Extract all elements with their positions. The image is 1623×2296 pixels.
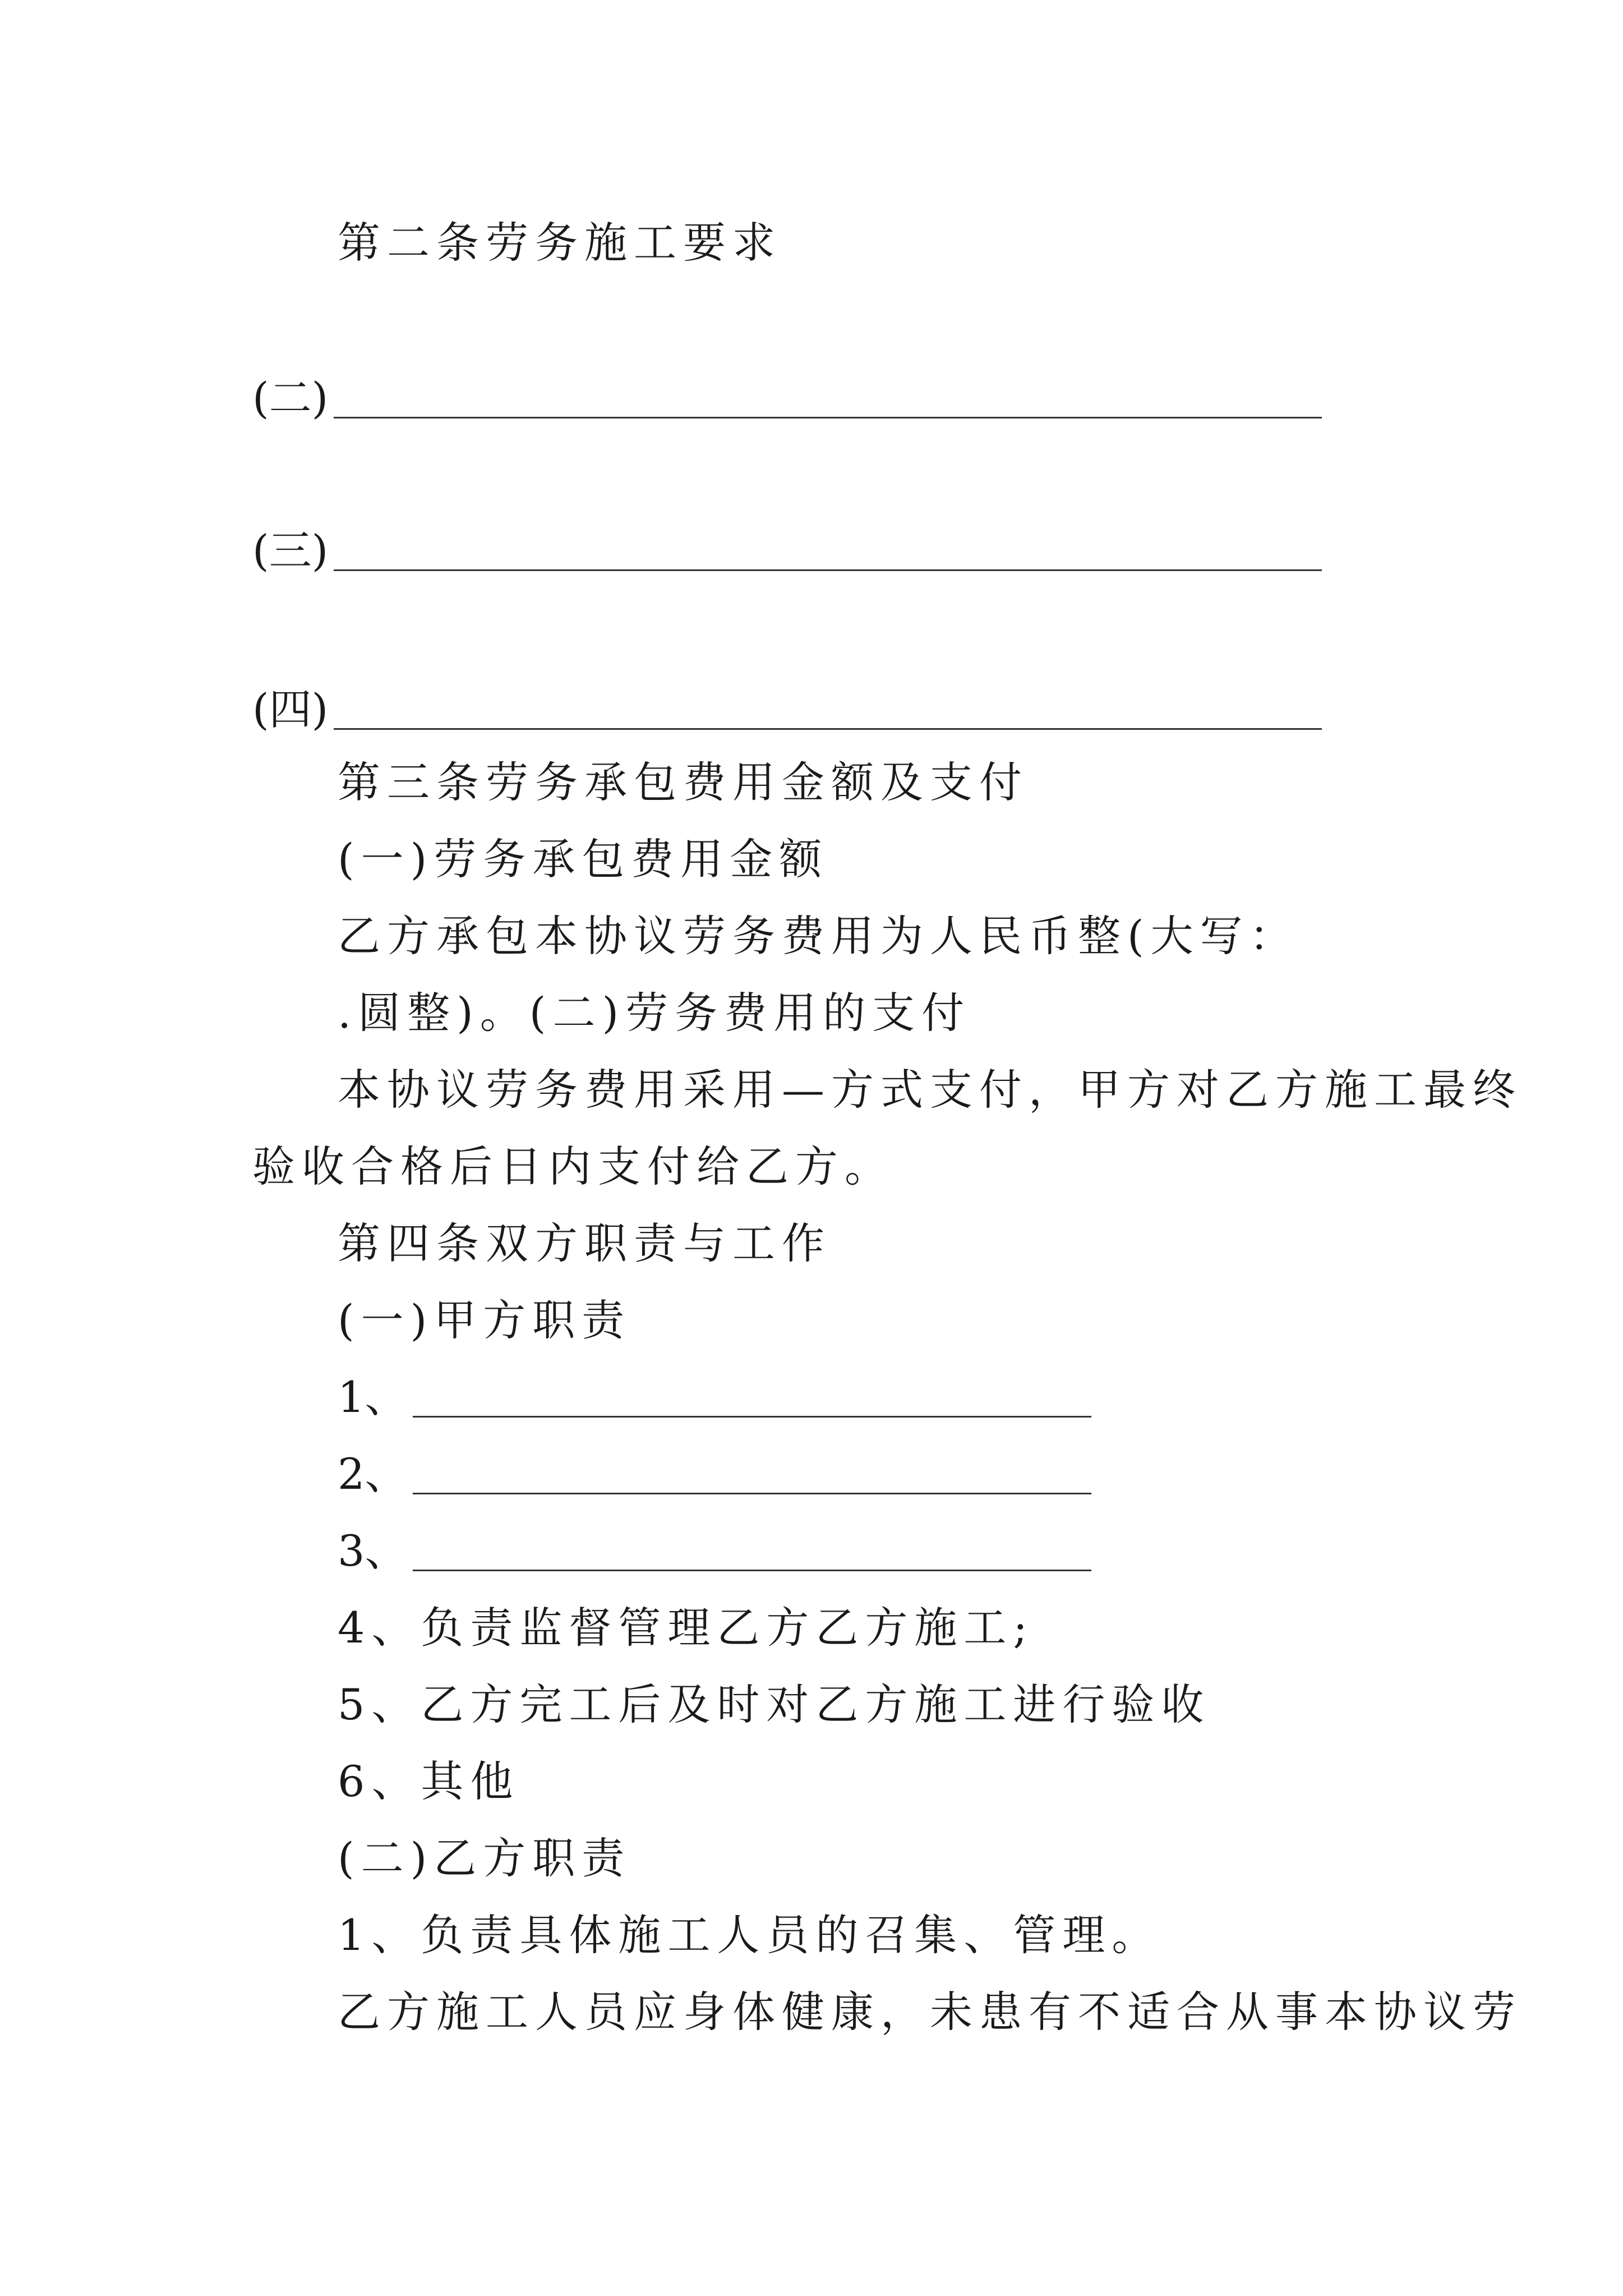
item-label: 3、 bbox=[338, 1526, 408, 1576]
article3-payment-text-1: 本协议劳务费用采用—方式支付，甲方对乙方施工最终 bbox=[338, 1065, 1522, 1115]
party-a-item-1 bbox=[338, 1369, 1091, 1425]
article2-item-3 bbox=[252, 523, 1322, 579]
fill-in-blank-line bbox=[334, 417, 1322, 418]
fill-in-blank-line bbox=[413, 1493, 1091, 1494]
fill-in-blank-line bbox=[413, 1416, 1091, 1418]
article2-item-4 bbox=[252, 682, 1322, 738]
item-label: 1、 bbox=[338, 1372, 408, 1422]
party-b-item-1: 1、负责具体施工人员的召集、管理。 bbox=[338, 1910, 1161, 1960]
fill-in-blank-line bbox=[334, 728, 1322, 730]
article3-payment-text-2: 验收合格后日内支付给乙方。 bbox=[252, 1142, 894, 1191]
article3-amount-text-1: 乙方承包本协议劳务费用为人民币整(大写： bbox=[338, 911, 1299, 961]
item-label: (三) bbox=[252, 526, 329, 576]
party-a-item-2 bbox=[338, 1446, 1091, 1502]
article3-amount-text-2: .圆整)。(二)劳务费用的支付 bbox=[338, 988, 971, 1038]
fill-in-blank-line bbox=[413, 1570, 1091, 1571]
article2-item-2 bbox=[252, 370, 1322, 426]
party-a-item-3 bbox=[338, 1523, 1091, 1579]
party-a-duties-title: (一)甲方职责 bbox=[338, 1295, 631, 1345]
party-a-item-6: 6、其他 bbox=[338, 1756, 520, 1806]
party-a-item-4: 4、负责监督管理乙方乙方施工; bbox=[338, 1603, 1034, 1653]
article3-subsection-amount: (一)劳务承包费用金额 bbox=[338, 834, 829, 884]
article4-title: 第四条双方职责与工作 bbox=[338, 1218, 831, 1268]
item-label: 2、 bbox=[338, 1449, 408, 1499]
article3-title: 第三条劳务承包费用金额及支付 bbox=[338, 757, 1029, 807]
party-b-text: 乙方施工人员应身体健康，未患有不适合从事本协议劳 bbox=[338, 1987, 1522, 2037]
party-a-item-5: 5、乙方完工后及时对乙方施工进行验收 bbox=[338, 1680, 1211, 1729]
item-label: (四) bbox=[252, 684, 329, 734]
party-b-duties-title: (二)乙方职责 bbox=[338, 1833, 631, 1883]
article2-title: 第二条劳务施工要求 bbox=[338, 218, 782, 268]
fill-in-blank-line bbox=[334, 569, 1322, 571]
item-label: (二) bbox=[252, 373, 329, 423]
